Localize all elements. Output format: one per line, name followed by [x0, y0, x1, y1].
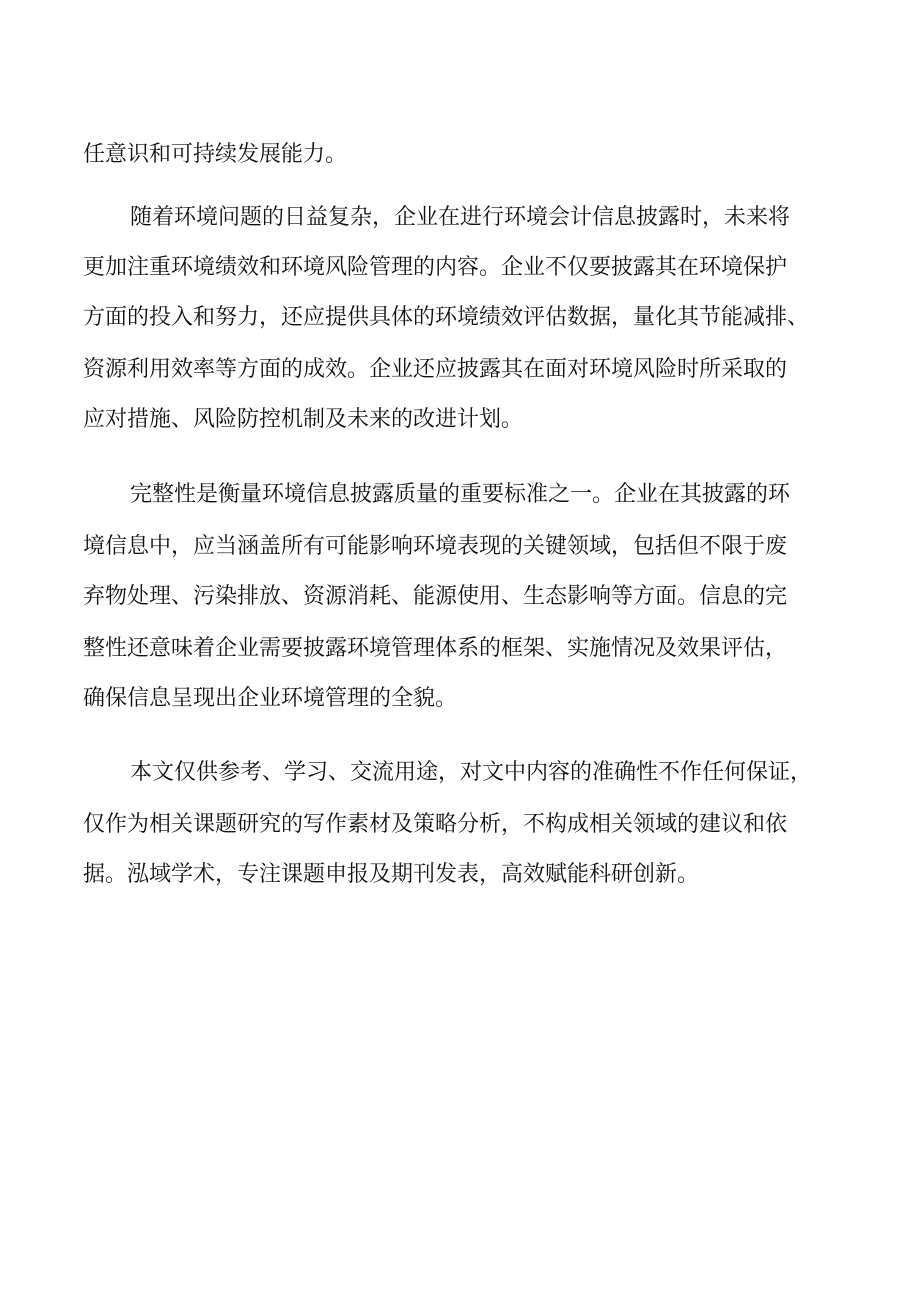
text-line-13: 仅作为相关课题研究的写作素材及策略分析，不构成相关领域的建议和依 — [83, 812, 788, 837]
text-line-5: 资源利用效率等方面的成效。企业还应披露其在面对环境风险时所采取的 — [83, 357, 788, 382]
text-line-14: 据。泓域学术，专注课题申报及期刊发表，高效赋能科研创新。 — [83, 862, 700, 887]
text-line-10: 整性还意味着企业需要披露环境管理体系的框架、实施情况及效果评估， — [83, 636, 788, 661]
text-line-11: 确保信息呈现出企业环境管理的全貌。 — [83, 686, 458, 711]
text-line-3: 更加注重环境绩效和环境风险管理的内容。企业不仅要披露其在环境保护 — [83, 255, 788, 280]
text-line-1: 任意识和可持续发展能力。 — [83, 142, 348, 167]
text-line-4: 方面的投入和努力，还应提供具体的环境绩效评估数据，量化其节能减排、 — [83, 305, 810, 330]
text-line-6: 应对措施、风险防控机制及未来的改进计划。 — [83, 407, 524, 432]
text-line-8: 境信息中，应当涵盖所有可能影响环境表现的关键领域，包括但不限于废 — [83, 534, 788, 559]
text-line-12: 本文仅供参考、学习、交流用途，对文中内容的准确性不作任何保证， — [130, 760, 813, 785]
text-line-7: 完整性是衡量环境信息披露质量的重要标准之一。企业在其披露的环 — [130, 482, 791, 507]
text-line-9: 弃物处理、污染排放、资源消耗、能源使用、生态影响等方面。信息的完 — [83, 584, 788, 609]
text-line-2: 随着环境问题的日益复杂，企业在进行环境会计信息披露时，未来将 — [130, 205, 791, 230]
